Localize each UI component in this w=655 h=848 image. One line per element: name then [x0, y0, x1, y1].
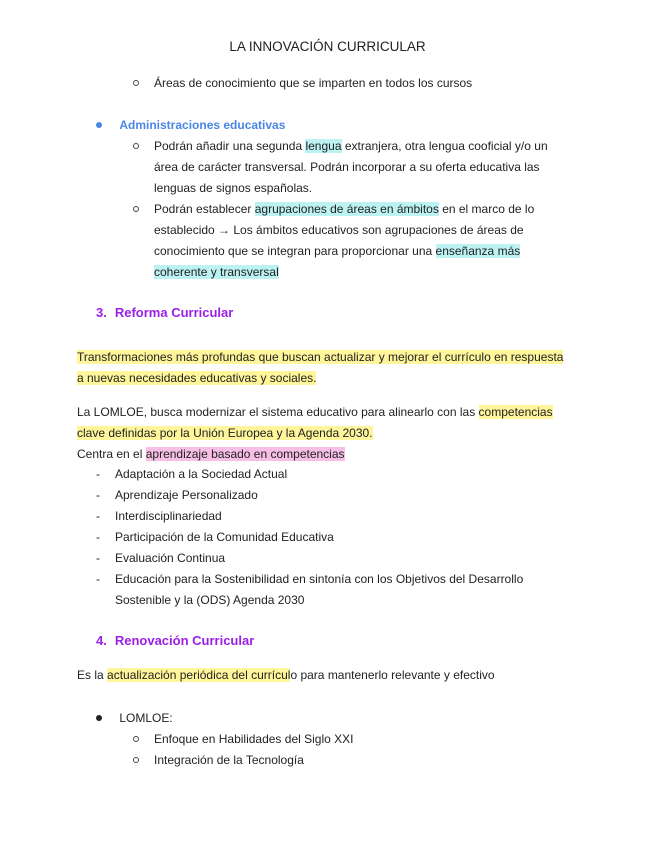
list-item: Integración de la Tecnología [133, 750, 353, 771]
section-4-paragraph: Es la actualización periódica del currículo para mantenerlo relevante y efectivo [77, 668, 495, 682]
hollow-bullet-icon [133, 206, 139, 212]
section-4-heading: 4. Renovación Curricular [96, 633, 255, 648]
admin-heading: Administraciones educativas [119, 118, 286, 132]
bullet-icon [96, 122, 102, 128]
list-item: Áreas de conocimiento que se imparten en todos los cursos [133, 73, 472, 94]
list-item: Podrán añadir una segunda lengua extranjera, otra lengua cooficial y/o un área de carácter transversal. Podrán incorporar a su oferta educativa las lenguas de signos españolas. [133, 136, 548, 199]
hollow-bullet-icon [133, 757, 139, 763]
section-3-heading: 3. Reforma Curricular [96, 305, 234, 320]
list-item: - Adaptación a la Sociedad Actual [96, 467, 288, 481]
section-3-list [96, 464, 523, 611]
top-sublist [133, 73, 472, 94]
page-title: LA INNOVACIÓN CURRICULAR [229, 39, 426, 54]
hollow-bullet-icon [133, 143, 139, 149]
hollow-bullet-icon [133, 80, 139, 86]
section-3-paragraph-1: Transformaciones más profundas que buscan actualizar y mejorar el currículo en respuesta a nuevas necesidades educativas y sociales. [77, 350, 564, 385]
list-item: - Interdisciplinariedad [96, 509, 222, 523]
list-item: Enfoque en Habilidades del Siglo XXI [133, 729, 353, 750]
list-item: - Evaluación Continua [96, 551, 226, 565]
section-3-paragraph-2: La LOMLOE, busca modernizar el sistema educativo para alinearlo con las competencias clave definidas por la Unión Europea y la Agenda 2030. Centra en el aprendizaje basado en competencias [77, 405, 553, 461]
list-item: - Aprendizaje Personalizado [96, 488, 258, 502]
list-item: - Educación para la Sostenibilidad en sintonía con los Objetivos del Desarrollo Sostenible y la (ODS) Agenda 2030 [96, 572, 524, 607]
lomloe-sublist [133, 729, 353, 771]
list-item: - Participación de la Comunidad Educativa [96, 530, 334, 544]
admin-sublist [133, 136, 548, 283]
lomloe-row: LOMLOE: [96, 708, 173, 728]
bullet-icon [96, 715, 102, 721]
list-item: Podrán establecer agrupaciones de áreas en ámbitos en el marco de lo establecido → Los ámbitos educativos son agrupaciones de áreas de conocimiento que se integran para proporcionar una enseñanza más coherente y transversal [133, 199, 548, 283]
admin-heading-row [96, 115, 285, 135]
hollow-bullet-icon [133, 736, 139, 742]
